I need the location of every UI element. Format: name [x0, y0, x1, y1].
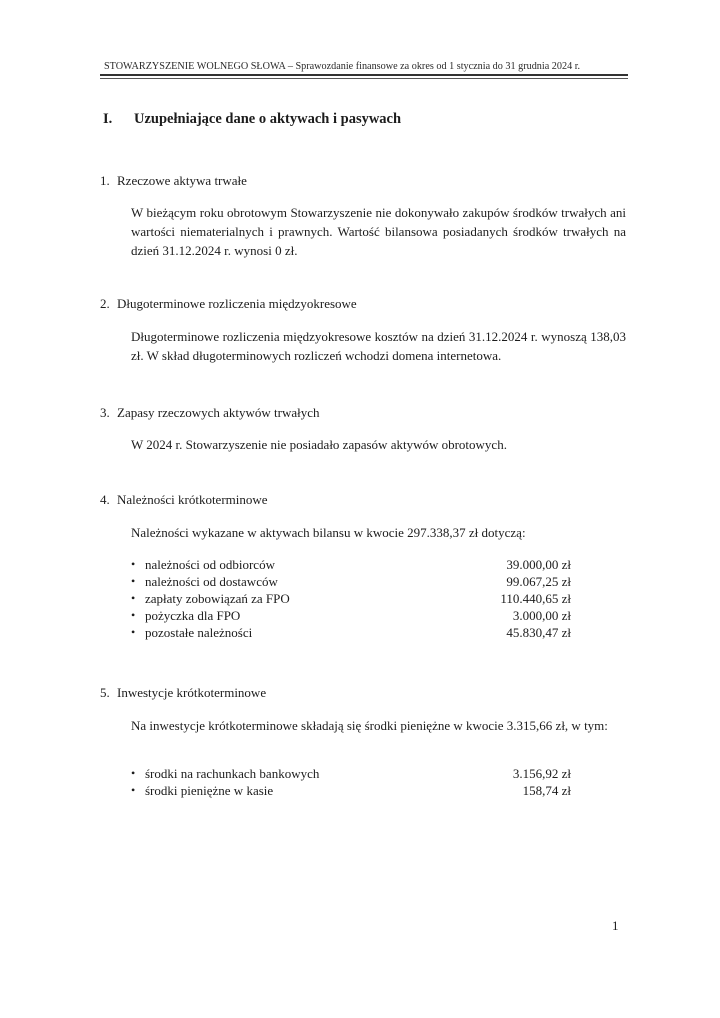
header-org: STOWARZYSZENIE WOLNEGO SŁOWA: [104, 61, 286, 72]
list-item: [131, 607, 571, 624]
list-item: [131, 590, 571, 607]
section-1-title: [100, 173, 247, 189]
list-item: [131, 556, 571, 573]
section-2-title: [100, 296, 357, 312]
bullet-icon: •: [131, 574, 136, 588]
item-label: pożyczka dla FPO: [145, 608, 241, 623]
item-amount: 39.000,00 zł: [506, 557, 571, 572]
list-item: [131, 765, 571, 782]
section-title: Długoterminowe rozliczenia międzyokresowe: [117, 296, 357, 311]
section-title: Inwestycje krótkoterminowe: [117, 685, 267, 700]
part-title: [103, 111, 401, 128]
item-label: należności od dostawców: [145, 574, 278, 589]
bullet-icon: •: [131, 591, 136, 605]
section-1-text: W bieżącym roku obrotowym Stowarzyszenie nie dokonywało zakupów środków trwałych ani wartości niematerialnych i prawnych. Wartość bilansowa posiadanych środków trwałych na dzień 31.12.2024 r. wynosi 0 zł.: [131, 205, 626, 258]
page-number: 1: [612, 918, 619, 933]
bullet-icon: •: [131, 608, 136, 622]
item-label: należności od odbiorców: [145, 557, 275, 572]
section-title: Zapasy rzeczowych aktywów trwałych: [117, 405, 320, 420]
part-title-text: Uzupełniające dane o aktywach i pasywach: [134, 111, 402, 127]
header-rule: [100, 74, 628, 76]
section-4-title: [100, 492, 268, 508]
section-title: Rzeczowe aktywa trwałe: [117, 173, 247, 188]
item-label: środki na rachunkach bankowych: [145, 766, 320, 781]
section-5-text: Na inwestycje krótkoterminowe składają się środki pieniężne w kwocie 3.315,66 zł, w tym:: [131, 718, 608, 733]
section-number: 3.: [100, 405, 110, 420]
list-item: [131, 573, 571, 590]
section-title: Należności krótkoterminowe: [117, 492, 268, 507]
section-5-title: [100, 685, 266, 701]
section-5-list: [131, 765, 571, 799]
section-number: 2.: [100, 296, 110, 311]
bullet-icon: •: [131, 625, 136, 639]
item-amount: 3.156,92 zł: [512, 766, 571, 781]
item-label: pozostałe należności: [145, 625, 253, 640]
item-amount: 3.000,00 zł: [512, 608, 571, 623]
section-number: 5.: [100, 685, 110, 700]
section-3-text: W 2024 r. Stowarzyszenie nie posiadało zapasów aktywów obrotowych.: [131, 437, 507, 452]
bullet-icon: •: [131, 557, 136, 571]
part-number: I.: [103, 111, 113, 127]
bullet-icon: •: [131, 783, 136, 797]
header-subtitle: – Sprawozdanie finansowe za okres od 1 stycznia do 31 grudnia 2024 r.: [287, 61, 581, 72]
item-label: zapłaty zobowiązań za FPO: [145, 591, 290, 606]
section-number: 4.: [100, 492, 110, 507]
item-amount: 45.830,47 zł: [506, 625, 571, 640]
document-header: [104, 61, 628, 72]
section-number: 1.: [100, 173, 110, 188]
item-amount: 158,74 zł: [522, 783, 571, 798]
item-label: środki pieniężne w kasie: [145, 783, 274, 798]
item-amount: 110.440,65 zł: [500, 591, 571, 606]
bullet-icon: •: [131, 766, 136, 780]
section-3-title: [100, 405, 320, 421]
header-rule-thin: [100, 78, 628, 79]
item-amount: 99.067,25 zł: [506, 574, 571, 589]
list-item: [131, 782, 571, 799]
section-4-text: Należności wykazane w aktywach bilansu w kwocie 297.338,37 zł dotyczą:: [131, 525, 526, 540]
list-item: [131, 624, 571, 641]
section-2-text: Długoterminowe rozliczenia międzyokresowe kosztów na dzień 31.12.2024 r. wynoszą 138,03 zł. W skład długoterminowych rozliczeń wchodzi domena internetowa.: [131, 329, 626, 363]
section-4-list: [131, 556, 571, 641]
